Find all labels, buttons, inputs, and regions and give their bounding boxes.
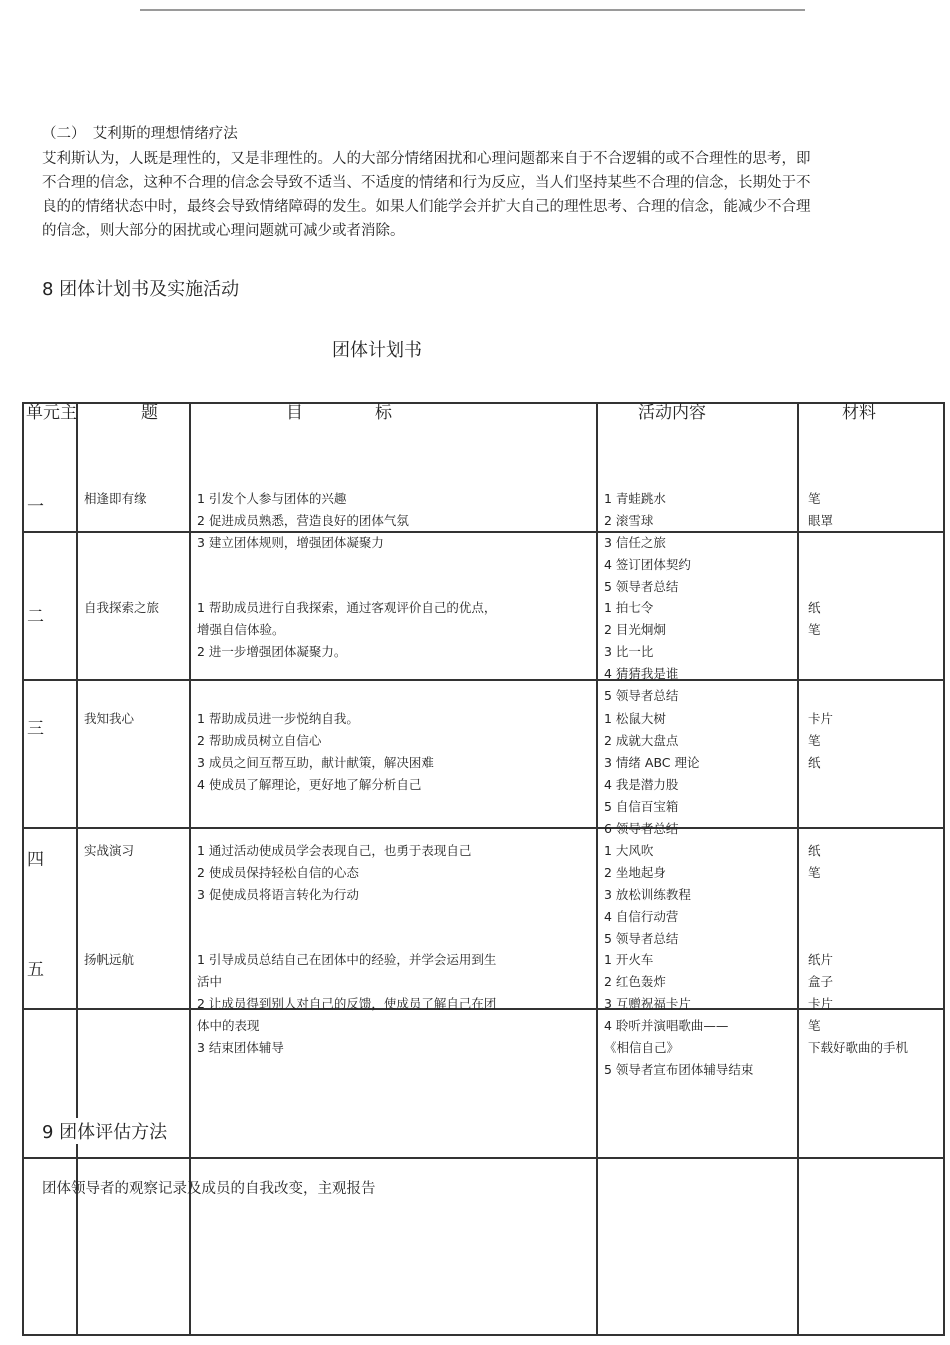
material-item: 纸片: [808, 952, 834, 967]
activity-item: 2 坐地起身: [604, 865, 666, 880]
section-9-heading: 9 团体评估方法: [42, 1118, 169, 1144]
activity-item: 4 猜猜我是谁: [604, 666, 679, 681]
unit-number: 四: [27, 850, 44, 870]
unit-theme: 我知我心: [84, 711, 135, 726]
unit-theme: 相逢即有缘: [84, 491, 147, 506]
material-item: 下载好歌曲的手机: [808, 1040, 909, 1055]
activity-item: 1 大风吹: [604, 843, 654, 858]
material-item: 纸: [808, 600, 821, 615]
unit-theme: 扬帆远航: [84, 952, 135, 967]
material-item: 盒子: [808, 974, 834, 989]
material-item: 笔: [808, 491, 821, 506]
activity-item: 4 自信行动营: [604, 909, 679, 924]
theory-heading: （二） 艾利斯的理想情绪疗法: [42, 126, 238, 142]
material-item: 卡片: [808, 711, 834, 726]
header-material: 材料: [842, 403, 876, 423]
goal-item: 3 成员之间互帮互助，献计献策，解决困难: [197, 755, 434, 770]
activity-item: 4 我是潜力股: [604, 777, 679, 792]
unit-materials: [808, 488, 833, 532]
goal-item: 2 进一步增强团体凝聚力。: [197, 644, 347, 659]
table-rule: [22, 402, 24, 1336]
header-unit-part1: 单元主: [26, 403, 77, 423]
activity-item: 3 情绪 ABC 理论: [604, 755, 700, 770]
header-goal-part2: 标: [375, 403, 392, 423]
goal-item: 1 引导成员总结自己在团体中的经验，并学会运用到生: [197, 952, 497, 967]
unit-activities: [604, 840, 691, 950]
activity-item: 5 领导者总结: [604, 931, 679, 946]
activity-item: 2 滚雪球: [604, 513, 654, 528]
activity-item: 1 拍七令: [604, 600, 654, 615]
activity-item: 2 目光炯炯: [604, 622, 666, 637]
unit-number: 五: [27, 960, 44, 980]
activity-item: 2 成就大盘点: [604, 733, 679, 748]
activity-item: 5 领导者总结: [604, 688, 679, 703]
unit-theme: 自我探索之旅: [84, 600, 160, 615]
table-rule: [22, 402, 944, 404]
table-rule: [797, 402, 799, 1336]
unit-materials: [808, 708, 833, 774]
goal-item: 1 引发个人参与团体的兴趣: [197, 491, 347, 506]
material-item: 纸: [808, 843, 821, 858]
material-item: 笔: [808, 1018, 821, 1033]
header-goal-part1: 目: [286, 403, 303, 423]
unit-activities: [604, 708, 700, 840]
evaluation-text: 团体领导者的观察记录及成员的自我改变，主观报告: [42, 1181, 376, 1197]
unit-materials: [808, 597, 821, 641]
unit-number: 三: [27, 719, 44, 739]
table-rule: [22, 531, 944, 533]
unit-goals: [197, 488, 409, 554]
unit-goals: [197, 708, 434, 796]
activity-item: 1 松鼠大树: [604, 711, 666, 726]
header-unit-part2: 题: [141, 403, 158, 423]
unit-number: 二: [27, 607, 44, 627]
activity-item: 2 红色轰炸: [604, 974, 666, 989]
unit-activities: [604, 488, 691, 598]
table-rule: [22, 1157, 944, 1159]
material-item: 笔: [808, 865, 821, 880]
activity-item: 3 信任之旅: [604, 535, 666, 550]
table-rule: [943, 402, 945, 1336]
material-item: 纸: [808, 755, 821, 770]
goal-item: 2 帮助成员树立自信心: [197, 733, 322, 748]
unit-number: 一: [27, 497, 44, 517]
goal-item: 1 通过活动使成员学会表现自己，也勇于表现自己: [197, 843, 472, 858]
goal-item: 1 帮助成员进行自我探索，通过客观评价自己的优点，: [197, 600, 497, 615]
activity-item: 《相信自己》: [604, 1040, 680, 1055]
unit-materials: [808, 840, 821, 884]
section-8-heading: 8 团体计划书及实施活动: [42, 279, 240, 300]
plan-title: 团体计划书: [332, 340, 422, 361]
goal-item: 增强自信体验。: [197, 622, 285, 637]
material-item: 笔: [808, 733, 821, 748]
table-rule: [22, 679, 944, 681]
unit-theme: 实战演习: [84, 843, 135, 858]
activity-item: 5 自信百宝箱: [604, 799, 679, 814]
header-activity: 活动内容: [638, 403, 706, 423]
unit-goals: [197, 597, 496, 663]
goal-item: 4 使成员了解理论，更好地了解分析自己: [197, 777, 422, 792]
theory-paragraph: 艾利斯认为，人既是理性的，又是非理性的。人的大部分情绪困扰和心理问题都来自于不合逻辑的或不合理性的思考，即不合理的信念，这种不合理的信念会导致不适当、不适度的情绪和行为反应，当人们坚持某些不合理的信念，长期处于不良的的情绪状态中时，最终会导致情绪障碍的发生。如果人们能学会并扩大自己的理性思考、合理的信念，能减少不合理的信念，则大部分的困扰或心理问题就可减少或者消除。: [42, 151, 811, 239]
activity-item: 3 放松训练教程: [604, 887, 691, 902]
goal-item: 活中: [197, 974, 223, 989]
goal-item: 体中的表现: [197, 1018, 260, 1033]
goal-item: 2 使成员保持轻松自信的心态: [197, 865, 359, 880]
table-rule: [596, 402, 598, 1336]
unit-goals: [197, 840, 471, 906]
unit-materials: [808, 949, 908, 1059]
top-rule: [140, 9, 805, 11]
activity-item: 4 签订团体契约: [604, 557, 691, 572]
table-rule: [22, 1334, 944, 1336]
goal-item: 3 结束团体辅导: [197, 1040, 284, 1055]
table-rule: [22, 827, 944, 829]
unit-goals: [197, 949, 496, 1059]
activity-item: 4 聆听并演唱歌曲——: [604, 1018, 729, 1033]
goal-item: 2 让成员得到别人对自己的反馈，使成员了解自己在团: [197, 996, 497, 1011]
goal-item: 1 帮助成员进一步悦纳自我。: [197, 711, 359, 726]
material-item: 眼罩: [808, 513, 834, 528]
material-item: 笔: [808, 622, 821, 637]
activity-item: 5 领导者总结: [604, 579, 679, 594]
goal-item: 3 建立团体规则，增强团体凝聚力: [197, 535, 384, 550]
material-item: 卡片: [808, 996, 834, 1011]
activity-item: 5 领导者宣布团体辅导结束: [604, 1062, 754, 1077]
unit-activities: [604, 597, 678, 707]
unit-activities: [604, 949, 753, 1081]
activity-item: 6 领导者总结: [604, 821, 679, 836]
activity-item: 1 开火车: [604, 952, 654, 967]
goal-item: 3 促使成员将语言转化为行动: [197, 887, 359, 902]
activity-item: 3 比一比: [604, 644, 654, 659]
goal-item: 2 促进成员熟悉，营造良好的团体气氛: [197, 513, 409, 528]
activity-item: 1 青蛙跳水: [604, 491, 666, 506]
activity-item: 3 互赠祝福卡片: [604, 996, 691, 1011]
